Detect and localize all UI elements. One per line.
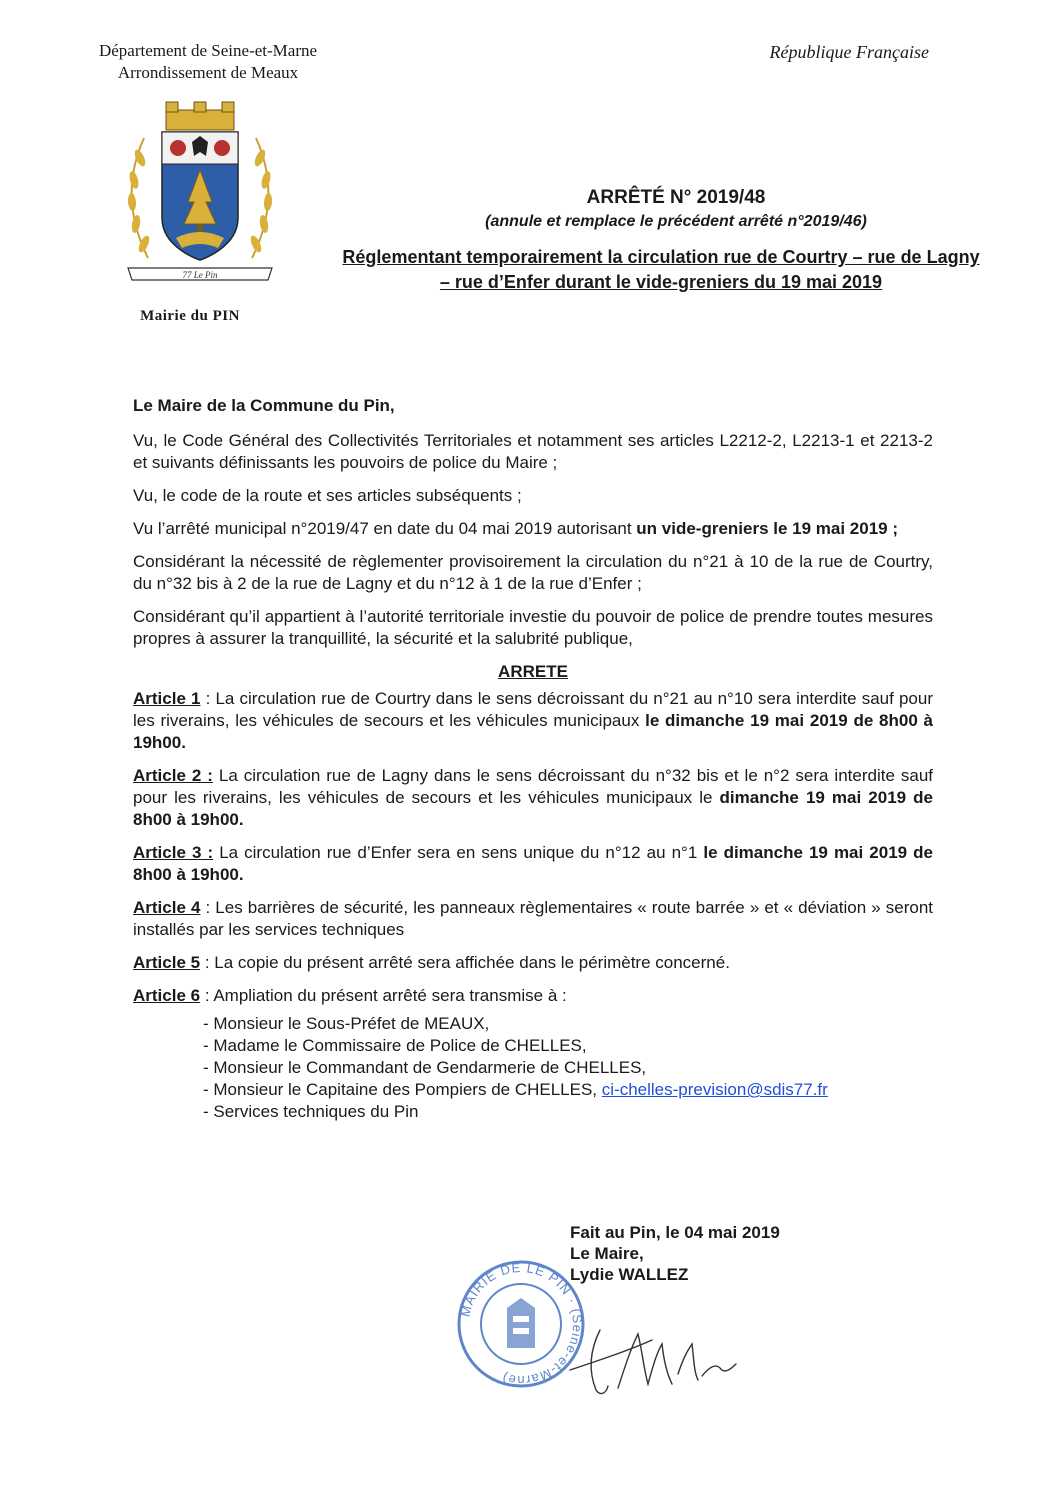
article-5-text: : La copie du présent arrêté sera affichée dans le périmètre concerné. [200, 953, 730, 972]
article-5 [133, 952, 933, 974]
article-1-text: : La circulation rue de Courtry dans le sens décroissant du n°21 au n°10 sera interdite sauf pour les riverains, les véhicules de secours et les véhicules municipaux [133, 689, 933, 730]
list-item: - Monsieur le Sous-Préfet de MEAUX, [203, 1013, 933, 1035]
coat-of-arms-icon [118, 98, 282, 288]
handwritten-signature-icon [560, 1310, 750, 1410]
considerant-paragraph-1: Considérant la nécessité de règlementer provisoirement la circulation du n°21 à 10 de la rue de Courtry, du n°32 bis à 2 de la rue de Lagny et du n°12 à 1 de la rue d’Enfer ; [133, 552, 933, 593]
article-3-label: Article 3 : [133, 843, 214, 862]
arrete-number: ARRÊTÉ N° 2019/48 [586, 187, 766, 208]
list-item: - Madame le Commissaire de Police de CHELLES, [203, 1035, 933, 1057]
article-3-bold: le dimanche 19 mai 2019 de 8h00 à 19h00. [133, 843, 934, 884]
arrete-heading: ARRETE [498, 662, 568, 681]
signatory-name: Lydie WALLEZ [570, 1265, 689, 1284]
arrete-subject: Réglementant temporairement la circulation rue de Courtry – rue de Lagny – rue d’Enfer durant le vide-greniers du 19 mai 2019 [342, 247, 980, 292]
recipient-4-text: Monsieur le Capitaine des Pompiers de CHELLES, [213, 1080, 602, 1099]
document-body [133, 395, 933, 1123]
article-2-label: Article 2 : [133, 766, 213, 785]
article-2-bold: dimanche 19 mai 2019 de 8h00 à 19h00. [133, 788, 934, 829]
annule-note: (annule et remplace le précédent arrêté n°2019/46) [485, 213, 867, 230]
article-3-text: La circulation rue d’Enfer sera en sens unique du n°12 au n°1 [213, 843, 704, 862]
header-administrative [58, 40, 358, 84]
list-item: - Services techniques du Pin [203, 1101, 933, 1123]
article-4-text: : Les barrières de sécurité, les panneaux règlementaires « route barrée » et « déviation » seront installés par les services techniques [133, 898, 933, 939]
article-1-label: Article 1 [133, 689, 201, 708]
list-item [203, 1079, 933, 1101]
maire-line: Le Maire de la Commune du Pin, [133, 396, 395, 415]
considerant-paragraph-2: Considérant qu’il appartient à l’autorité territoriale investie du pouvoir de police de prendre toutes mesures propres à assurer la tranquillité, la sécurité et la salubrité publique, [133, 607, 933, 648]
article-3 [133, 842, 933, 886]
vu3-text: Vu l’arrêté municipal n°2019/47 en date du 04 mai 2019 autorisant [133, 519, 637, 538]
mairie-label: Mairie du PIN [140, 308, 240, 324]
fait-line: Fait au Pin, le 04 mai 2019 [570, 1223, 780, 1242]
republique-line: République Française [769, 42, 929, 62]
article-1-bold: le dimanche 19 mai 2019 de 8h00 à 19h00. [133, 711, 933, 752]
article-4 [133, 897, 933, 941]
title-block [336, 187, 986, 295]
article-2-text: La circulation rue de Lagny dans le sens décroissant du n°32 bis et le n°2 sera interdite sauf pour les riverains, les véhicules de secours et les véhicules municipaux le [133, 766, 933, 807]
vu-paragraph-3 [133, 518, 933, 540]
vu-paragraph-2: Vu, le code de la route et ses articles subséquents ; [133, 486, 522, 505]
article-2 [133, 765, 933, 831]
signature-block [570, 1222, 780, 1285]
arrondissement-line: Arrondissement de Meaux [117, 63, 299, 82]
departement-line: Département de Seine-et-Marne [98, 41, 318, 60]
article-6-label: Article 6 [133, 986, 201, 1005]
article-6 [133, 985, 933, 1007]
crest-banner-text: 77 Le Pin [182, 270, 218, 280]
article-5-label: Article 5 [133, 953, 201, 972]
recipients-list [203, 1013, 933, 1123]
vu3-bold: un vide-greniers le 19 mai 2019 ; [636, 519, 899, 538]
vu-paragraph-1: Vu, le Code Général des Collectivités Territoriales et notamment ses articles L2212-2, L2213-1 et 2213-2 et suivants définissants les pouvoirs de police du Maire ; [133, 431, 933, 472]
role-line: Le Maire, [570, 1244, 644, 1263]
article-6-text: : Ampliation du présent arrêté sera transmise à : [200, 986, 567, 1005]
article-4-label: Article 4 [133, 898, 201, 917]
svg-text:MAIRIE DE LE PIN · (Seine-et-M: MAIRIE DE LE PIN · (Seine-et-Marne) [457, 1259, 586, 1389]
email-link[interactable]: ci-chelles-prevision@sdis77.fr [601, 1080, 828, 1099]
article-1 [133, 688, 933, 754]
list-item: - Monsieur le Commandant de Gendarmerie de CHELLES, [203, 1057, 933, 1079]
